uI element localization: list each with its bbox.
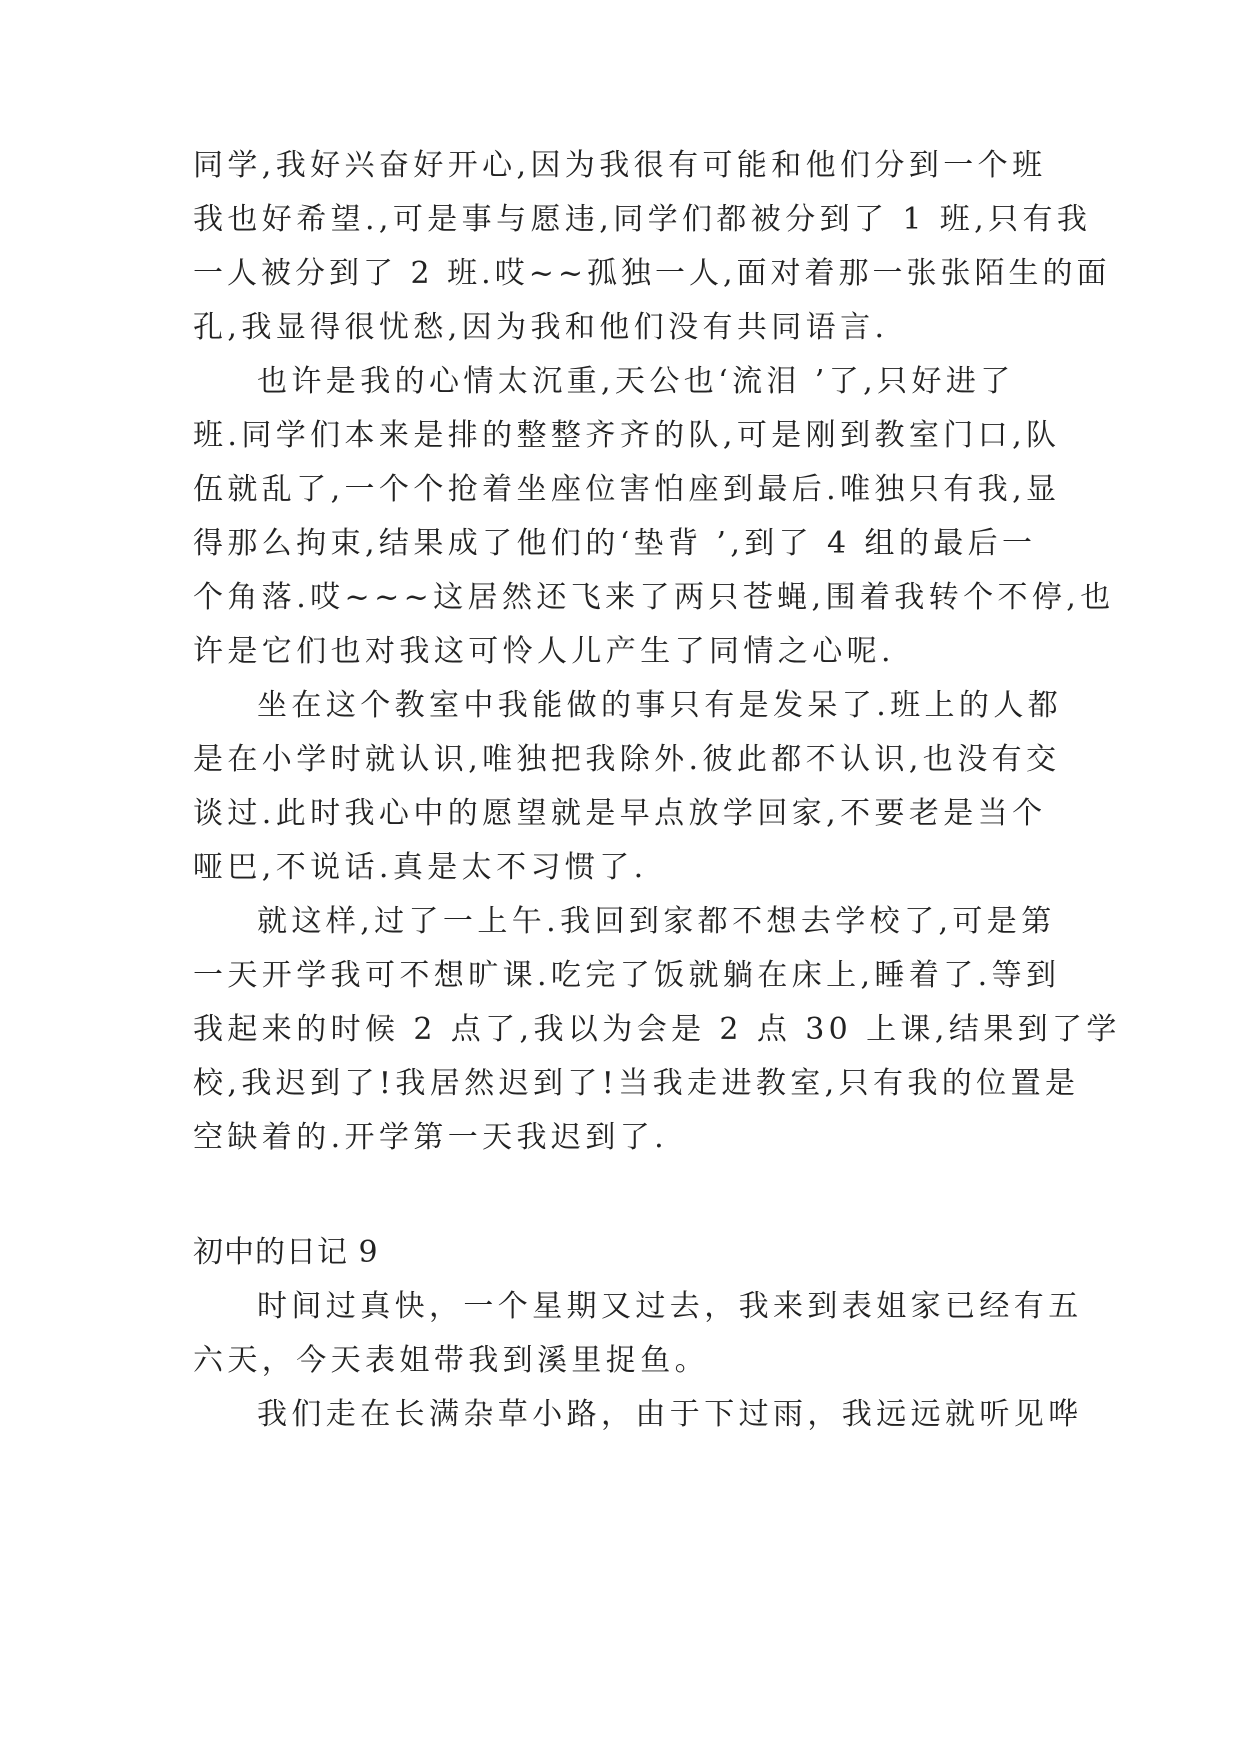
text-line: 同学,我好兴奋好开心,因为我很有可能和他们分到一个班 (193, 148, 1047, 183)
text-line: 就这样,过了一上午.我回到家都不想去学校了,可是第 (257, 904, 1056, 939)
text-line: 坐在这个教室中我能做的事只有是发呆了.班上的人都 (257, 688, 1063, 723)
text-line: 校,我迟到了!我居然迟到了!当我走进教室,只有我的位置是 (193, 1066, 1080, 1101)
text-line: 孔,我显得很忧愁,因为我和他们没有共同语言. (193, 310, 889, 345)
text-line: 时间过真快，一个星期又过去，我来到表姐家已经有五 (257, 1289, 1083, 1324)
text-line: 六天，今天表姐带我到溪里捉鱼。 (193, 1343, 709, 1378)
text-line: 哑巴,不说话.真是太不习惯了. (193, 850, 648, 885)
text-line: 得那么拘束,结果成了他们的‘垫背 ’,到了 4 组的最后一 (193, 526, 1037, 561)
text-line: 谈过.此时我心中的愿望就是早点放学回家,不要老是当个 (193, 796, 1047, 831)
text-line: 个角落.哎~~~这居然还飞来了两只苍蝇,围着我转个不停,也 (193, 580, 1115, 615)
text-line: 是在小学时就认识,唯独把我除外.彼此都不认识,也没有交 (193, 742, 1061, 777)
text-line: 也许是我的心情太沉重,天公也‘流泪 ’了,只好进了 (257, 364, 1015, 399)
text-line: 伍就乱了,一个个抢着坐座位害怕座到最后.唯独只有我,显 (193, 472, 1061, 507)
text-line: 我也好希望.,可是事与愿违,同学们都被分到了 1 班,只有我 (193, 202, 1092, 237)
text-line: 我们走在长满杂草小路，由于下过雨，我远远就听见哗 (257, 1397, 1083, 1432)
section-heading: 初中的日记 9 (193, 1235, 379, 1270)
text-line: 一天开学我可不想旷课.吃完了饭就躺在床上,睡着了.等到 (193, 958, 1061, 993)
text-line: 空缺着的.开学第一天我迟到了. (193, 1120, 669, 1155)
text-line: 一人被分到了 2 班.哎~~孤独一人,面对着那一张张陌生的面 (193, 256, 1111, 291)
text-line: 我起来的时候 2 点了,我以为会是 2 点 30 上课,结果到了学 (193, 1012, 1121, 1047)
text-line: 班.同学们本来是排的整整齐齐的队,可是刚到教室门口,队 (193, 418, 1061, 453)
text-line: 许是它们也对我这可怜人儿产生了同情之心呢. (193, 634, 895, 669)
